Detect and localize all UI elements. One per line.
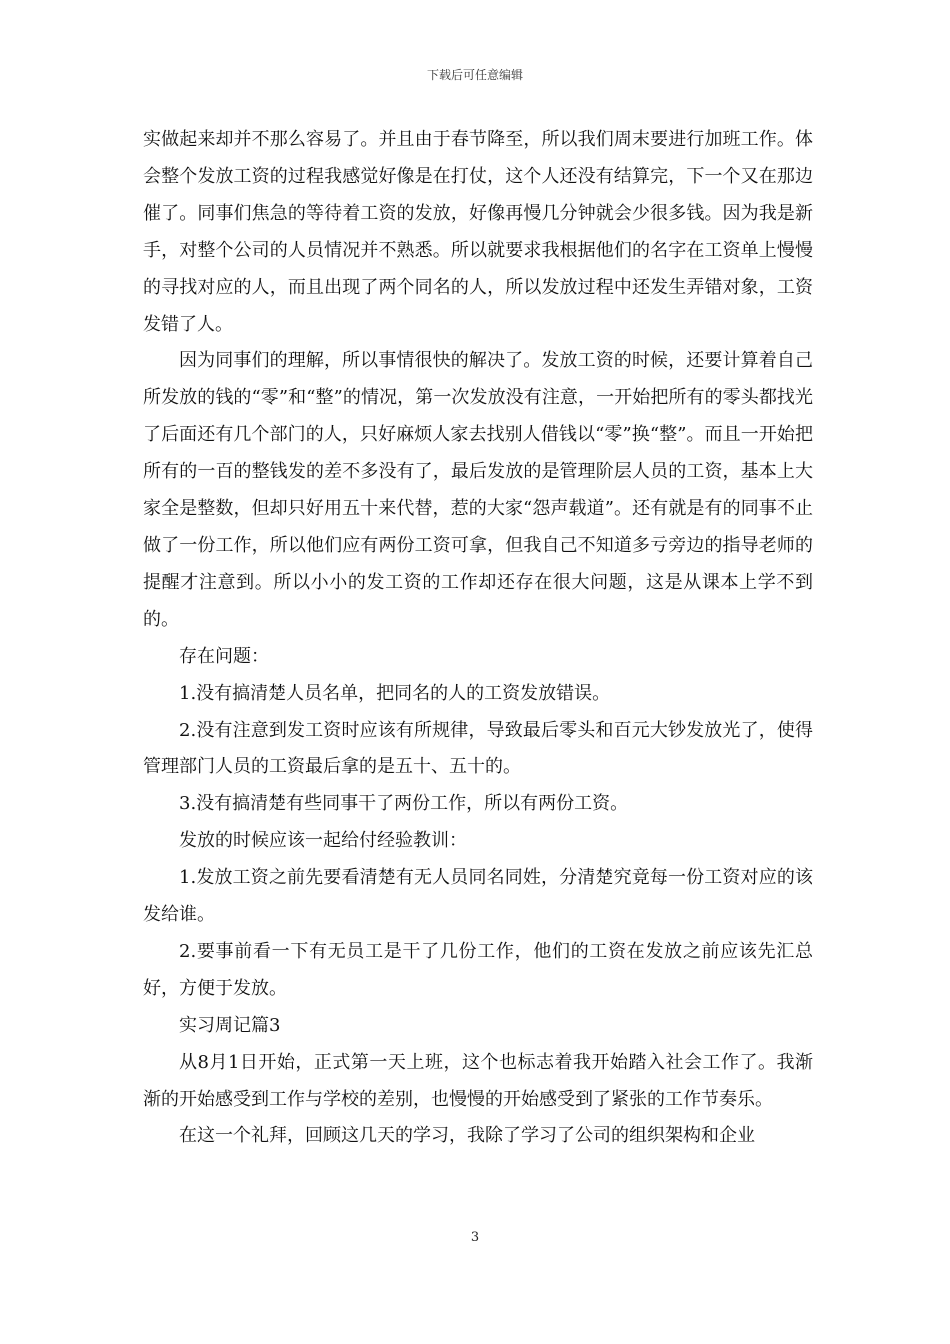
document-body <box>143 122 813 1155</box>
page-number: 3 <box>470 1230 480 1245</box>
section-label: 存在问题： <box>179 645 269 667</box>
paragraph: 从8月1日开始，正式第一天上班，这个也标志着我开始踏入社会工作了。我渐渐的开始感受到工作与学校的差别，也慢慢的开始感受到了紧张的工作节奏乐。 <box>143 1051 813 1110</box>
list-item: 2.没有注意到发工资时应该有所规律，导致最后零头和百元大钞发放光了，使得管理部门人员的工资最后拿的是五十、五十的。 <box>143 719 813 778</box>
paragraph: 在这一个礼拜，回顾这几天的学习，我除了学习了公司的组织架构和企业 <box>179 1125 755 1147</box>
page-header: 下载后可任意编辑 <box>426 68 523 82</box>
section-heading: 实习周记篇3 <box>179 1014 281 1036</box>
section-label: 发放的时候应该一起给付经验教训： <box>179 830 467 852</box>
paragraph: 实做起来却并不那么容易了。并且由于春节降至，所以我们周末要进行加班工作。体会整个发放工资的过程我感觉好像是在打仗，这个人还没有结算完，下一个又在那边催了。同事们焦急的等待着工资的发放，好像再慢几分钟就会少很多钱。因为我是新手，对整个公司的人员情况并不熟悉。所以就要求我根据他们的名字在工资单上慢慢的寻找对应的人，而且出现了两个同名的人，所以发放过程中还发生弄错对象，工资发错了人。 <box>143 129 813 335</box>
list-item: 2.要事前看一下有无员工是干了几份工作，他们的工资在发放之前应该先汇总好，方便于发放。 <box>143 940 813 999</box>
paragraph: 因为同事们的理解，所以事情很快的解决了。发放工资的时候，还要计算着自己所发放的钱的“零”和“整”的情况，第一次发放没有注意，一开始把所有的零头都找光了后面还有几个部门的人，只好麻烦人家去找别人借钱以“零”换“整”。而且一开始把所有的一百的整钱发的差不多没有了，最后发放的是管理阶层人员的工资，基本上大家全是整数，但却只好用五十来代替，惹的大家“怨声载道”。还有就是有的同事不止做了一份工作，所以他们应有两份工资可拿，但我自己不知道多亏旁边的指导老师的提醒才注意到。所以小小的发工资的工作却还存在很大问题，这是从课本上学不到的。 <box>143 350 813 630</box>
list-item: 3.没有搞清楚有些同事干了两份工作，所以有两份工资。 <box>179 793 629 815</box>
list-item: 1.发放工资之前先要看清楚有无人员同名同姓，分清楚究竟每一份工资对应的该发给谁。 <box>143 867 813 926</box>
list-item: 1.没有搞清楚人员名单，把同名的人的工资发放错误。 <box>179 682 611 704</box>
